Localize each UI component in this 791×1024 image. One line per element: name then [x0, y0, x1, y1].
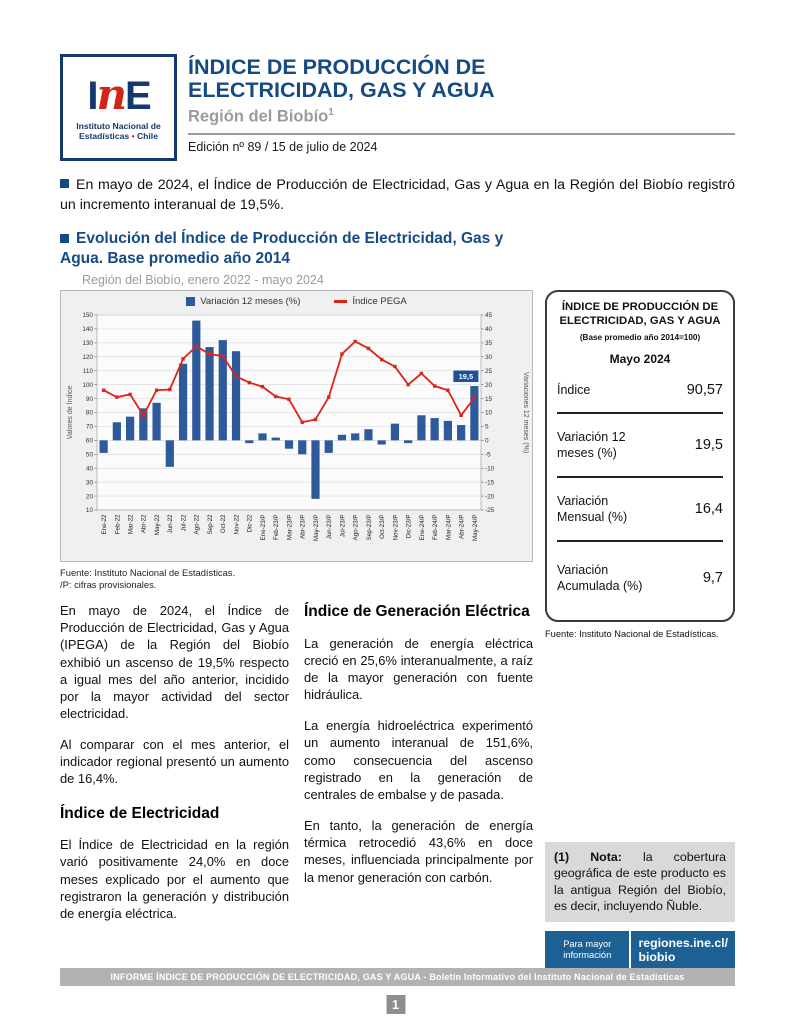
x-tick-label: Dic-22 [246, 514, 254, 532]
summary-panel [545, 290, 735, 622]
header-divider [188, 133, 735, 135]
x-tick-label: Abr-24/P [458, 514, 466, 539]
ine-logo-mark [87, 69, 150, 119]
bar [245, 440, 253, 443]
bar [470, 386, 478, 440]
source-note: Fuente: Instituto Nacional de Estadísticas. [60, 566, 236, 578]
x-tick-label: Jul-23/P [339, 514, 347, 537]
bullet-square-icon [60, 179, 69, 188]
line-swatch-icon [334, 300, 347, 303]
paragraph: La generación de energía eléctrica creció en 25,6% interanualmente, a raíz de la mayor generación con fuente hidráulica. [304, 635, 533, 703]
left-tick-label: 30 [85, 478, 93, 486]
left-tick-label: 110 [82, 367, 93, 375]
chart-subtitle: Región del Biobío, enero 2022 - mayo 2024 [82, 272, 324, 287]
x-axis-labels [101, 514, 479, 541]
x-tick-label: Sep-23/P [365, 514, 373, 540]
right-tick-label: 10 [485, 409, 493, 417]
left-tick-label: 20 [85, 492, 93, 500]
summary-panel-title: ÍNDICE DE PRODUCCIÓN DE ELECTRICIDAD, GAS Y AGUA [559, 300, 721, 327]
x-tick-label: Nov-22 [233, 514, 241, 535]
right-tick-label: 15 [485, 395, 493, 403]
right-tick-label: -20 [485, 492, 495, 500]
bar [100, 440, 108, 453]
more-info-link[interactable]: regiones.ine.cl/ biobio [629, 931, 735, 970]
more-info-label: Para mayor información [563, 939, 612, 961]
right-tick-label: -5 [485, 451, 491, 459]
right-tick-label: 5 [485, 423, 489, 431]
bar-swatch-icon [186, 297, 195, 306]
bar [417, 415, 425, 440]
right-tick-label: 40 [485, 325, 493, 333]
edition-line: Edición nº 89 / 15 de julio de 2024 [188, 139, 378, 154]
bar [205, 347, 213, 440]
table-row: Variación Acumulada (%) 9,7 [557, 562, 723, 593]
x-tick-label: Mar-22 [127, 514, 135, 534]
panel-source-note: Fuente: Instituto Nacional de Estadísticas. [545, 628, 719, 639]
table-row: Variación Mensual (%) 16,4 [557, 478, 723, 542]
bullet-square-icon [60, 234, 69, 243]
left-tick-label: 70 [85, 423, 93, 431]
bar [364, 429, 372, 440]
paragraph: La energía hidroeléctrica experimentó un aumento interanual de 151,6%, como consecuencia del ascenso registrado en la generación de centrales de embalse y de pasada. [304, 718, 533, 802]
logo-red-dot: • [131, 130, 135, 141]
right-tick-label: 25 [485, 367, 493, 375]
bar [325, 440, 333, 453]
x-tick-label: Jun-22 [167, 514, 175, 534]
x-tick-label: Ene-24/P [418, 514, 426, 540]
ine-logo [60, 54, 177, 161]
x-tick-label: Ago-23/P [352, 514, 360, 540]
x-tick-label: Jul-22 [180, 514, 188, 531]
bar [338, 434, 346, 440]
bar [179, 363, 187, 440]
x-tick-label: Ene-22 [101, 514, 109, 535]
bar [258, 433, 266, 440]
left-tick-label: 100 [82, 381, 93, 389]
bar [311, 440, 319, 499]
ipega-chart-svg [63, 308, 529, 560]
x-tick-label: May-22 [153, 514, 161, 535]
left-tick-label: 140 [82, 325, 93, 333]
left-tick-label: 60 [85, 437, 93, 445]
page-title: ÍNDICE DE PRODUCCIÓN DE ELECTRICIDAD, GAS Y AGUA [188, 55, 495, 102]
left-tick-label: 80 [85, 409, 93, 417]
x-tick-label: Sep-22 [206, 514, 214, 535]
paragraph: En mayo de 2024, el Índice de Producción de Electricidad, Gas y Agua (IPEGA) de la Región del Biobío exhibió un ascenso de 19,5% respecto a igual mes del año anterior, incidido por la mayor actividad del sector electricidad. [60, 603, 289, 721]
x-tick-label: Mar-24/P [445, 514, 453, 540]
page-number: 1 [386, 995, 405, 1014]
chart-source-notes [60, 567, 533, 591]
summary-panel-period: Mayo 2024 [609, 351, 671, 366]
left-tick-label: 40 [85, 465, 93, 473]
bar [126, 416, 134, 440]
x-tick-label: Oct-22 [220, 514, 228, 533]
legend-item-bars: Variación 12 meses (%) [186, 296, 300, 307]
x-tick-label: May-23/P [312, 514, 320, 541]
paragraph: El Índice de Electricidad en la región varió positivamente 24,0% en doce meses explicado por el aumento que registraron la generación y distribución de energía eléctrica. [60, 837, 289, 921]
footnote-box: (1) Nota: la cobertura geográfica de este producto es la antigua Región del Biobío, es decir, incluyendo Ñuble. [545, 842, 735, 922]
left-tick-label: 130 [82, 339, 93, 347]
bar [139, 408, 147, 440]
region-subtitle: Región del Biobío$^1$ [188, 107, 334, 126]
right-tick-label: 30 [485, 353, 493, 361]
ine-logo-text: Instituto Nacional de Estadísticas • Chile [76, 120, 161, 141]
ipega-chart [60, 290, 533, 562]
header [60, 54, 735, 161]
left-tick-label: 10 [85, 506, 93, 514]
bar [113, 422, 121, 440]
x-tick-label: Feb-24/P [432, 514, 440, 540]
left-axis-title: Valores de Índice [67, 385, 74, 439]
paragraph: En tanto, la generación de energía térmica retrocedió 43,6% en doce meses, influenciada principalmente por la menor generación con carbón. [304, 818, 533, 885]
right-tick-label: 0 [485, 437, 489, 445]
x-tick-label: May-24/P [471, 514, 479, 541]
logo-letter-i: I [87, 73, 97, 118]
bar [431, 418, 439, 440]
heading-indice-electricidad: Índice de Electricidad [60, 804, 220, 822]
x-tick-label: Mar-23/P [286, 514, 294, 540]
bar [152, 402, 160, 440]
x-tick-label: Abr-22 [140, 514, 148, 533]
section-title: Evolución del Índice de Producción de Electricidad, Gas y Agua. Base promedio año 2014 [60, 230, 504, 268]
summary-panel-base: (Base promedio año 2014=100) [579, 332, 701, 342]
right-tick-label: -10 [485, 465, 495, 473]
footer-bar: INFORME ÍNDICE DE PRODUCCIÓN DE ELECTRICIDAD, GAS Y AGUA - Boletín Informativo del Instituto Nacional de Estadísticas [60, 968, 735, 986]
x-tick-label: Feb-22 [114, 514, 122, 534]
bar [232, 351, 240, 440]
chart-legend [63, 294, 530, 308]
heading-generacion-electrica: Índice de Generación Eléctrica [304, 603, 530, 621]
provisional-note: /P: cifras provisionales. [60, 578, 157, 590]
body-column-2 [304, 602, 533, 936]
more-info-box[interactable] [545, 931, 735, 970]
x-tick-label: Jun-23/P [326, 514, 334, 539]
bar [351, 433, 359, 440]
bar [457, 425, 465, 440]
right-tick-label: 45 [485, 311, 493, 319]
paragraph: Al comparar con el mes anterior, el indicador regional presentó un aumento de 16,4%. [60, 737, 289, 787]
right-tick-label: 20 [485, 381, 493, 389]
right-tick-label: -25 [485, 506, 495, 514]
bar [285, 440, 293, 448]
bar [404, 440, 412, 443]
x-tick-label: Abr-23/P [299, 514, 307, 539]
table-row: Índice 90,57 [557, 368, 723, 414]
bar [192, 320, 200, 440]
logo-letter-e: E [124, 73, 150, 118]
body-column-1 [60, 602, 289, 936]
table-row: Variación 12 meses (%) 19,5 [557, 414, 723, 478]
intro-paragraph: En mayo de 2024, el Índice de Producción de Electricidad, Gas y Agua en la Región del Biobío registró un incremento interanual de 19,5%. [60, 177, 735, 214]
right-axis-title: Variaciones 12 meses (%) [522, 371, 529, 453]
legend-item-line: Índice PEGA [334, 296, 406, 307]
bar [298, 440, 306, 454]
right-tick-label: 35 [485, 339, 493, 347]
data-label: 19,5 [458, 371, 474, 381]
left-tick-label: 150 [82, 311, 93, 319]
bar [378, 440, 386, 444]
left-tick-label: 50 [85, 451, 93, 459]
bar [272, 437, 280, 440]
x-tick-label: Dic-23/P [405, 514, 413, 538]
bar [166, 440, 174, 466]
x-tick-label: Ene-23/P [259, 514, 267, 540]
x-tick-label: Ago-22 [193, 514, 201, 535]
x-tick-label: Nov-23/P [392, 514, 400, 540]
logo-letter-n: n [96, 69, 125, 119]
bar [391, 423, 399, 440]
x-tick-label: Oct-23/P [379, 514, 387, 539]
left-tick-label: 90 [85, 395, 93, 403]
bar [444, 420, 452, 440]
footnote-ref: 1 [328, 107, 334, 118]
left-tick-label: 120 [82, 353, 93, 361]
right-tick-label: -15 [485, 478, 495, 486]
x-tick-label: Feb-23/P [273, 514, 281, 540]
